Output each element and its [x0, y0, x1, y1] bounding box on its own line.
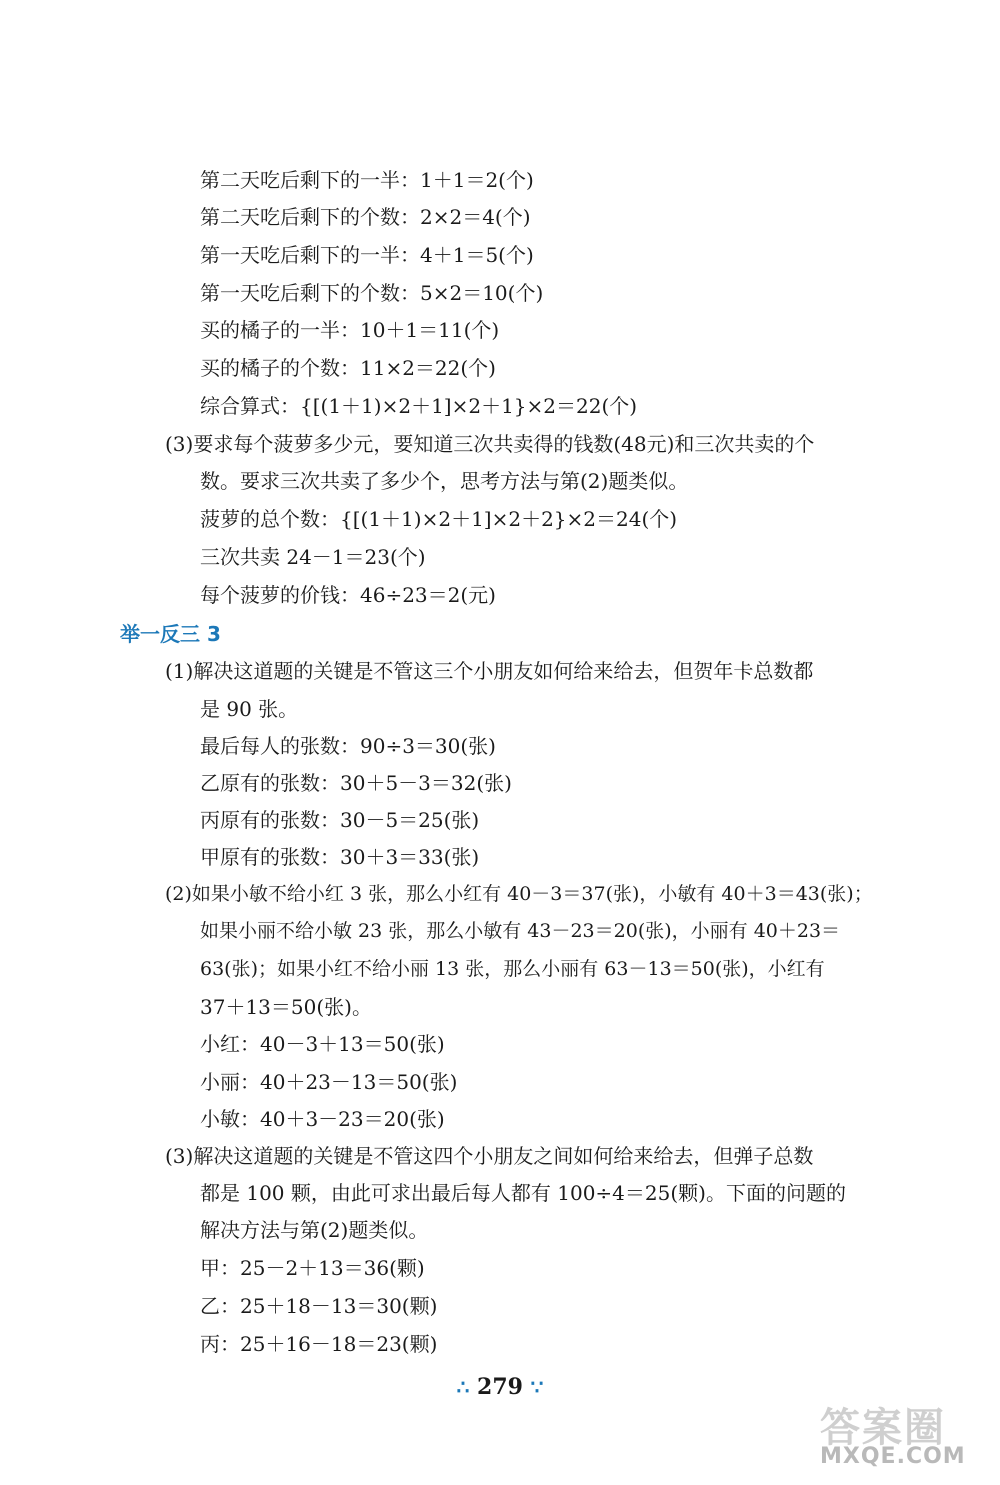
text-line: 小丽：40＋23－13＝50(张)	[200, 1070, 458, 1094]
text-line: 综合算式：{[(1＋1)×2＋1]×2＋1}×2＝22(个)	[200, 394, 638, 418]
text-line: 甲原有的张数：30＋3＝33(张)	[200, 845, 480, 869]
watermark-site: MXQE.COM	[820, 1444, 966, 1469]
text-line: 数。要求三次共卖了多少个，思考方法与第(2)题类似。	[200, 469, 689, 493]
text-line: (2)如果小敏不给小红 3 张，那么小红有 40－3＝37(张)，小敏有 40＋3＝43(张)；	[165, 883, 873, 905]
text-line: 买的橘子的一半：10＋1＝11(个)	[200, 318, 500, 342]
text-line: 37＋13＝50(张)。	[200, 995, 372, 1019]
text-line: 乙原有的张数：30＋5－3＝32(张)	[200, 771, 512, 795]
text-line: 第一天吃后剩下的个数：5×2＝10(个)	[200, 281, 544, 305]
text-line: 第二天吃后剩下的一半：1＋1＝2(个)	[200, 168, 534, 192]
text-line: 三次共卖 24－1＝23(个)	[200, 545, 426, 569]
text-line: 乙：25＋18－13＝30(颗)	[200, 1294, 438, 1318]
text-line: 丙：25＋16－18＝23(颗)	[200, 1332, 438, 1356]
text-line: 小敏：40＋3－23＝20(张)	[200, 1107, 445, 1131]
text-line: 丙原有的张数：30－5＝25(张)	[200, 808, 480, 832]
text-line: 63(张)；如果小红不给小丽 13 张，那么小丽有 63－13＝50(张)，小红有	[200, 958, 825, 980]
text-line: 第二天吃后剩下的个数：2×2＝4(个)	[200, 205, 531, 229]
page-number: 279	[477, 1374, 523, 1400]
text-line: (3)要求每个菠萝多少元，要知道三次共卖得的钱数(48元)和三次共卖的个	[165, 432, 815, 456]
page-footer	[450, 1374, 550, 1400]
text-line: 解决方法与第(2)题类似。	[200, 1218, 429, 1242]
dot-ornament-left: ∴	[456, 1375, 470, 1399]
text-line: 第一天吃后剩下的一半：4＋1＝5(个)	[200, 243, 534, 267]
text-line: (3)解决这道题的关键是不管这四个小朋友之间如何给来给去，但弹子总数	[165, 1144, 814, 1168]
text-line: 最后每人的张数：90÷3＝30(张)	[200, 734, 496, 758]
watermark-logo: 答案圈	[820, 1405, 946, 1451]
text-line: 甲：25－2＋13＝36(颗)	[200, 1256, 425, 1280]
text-line: (1)解决这道题的关键是不管这三个小朋友如何给来给去，但贺年卡总数都	[165, 659, 814, 683]
text-line: 菠萝的总个数：{[(1＋1)×2＋1]×2＋2}×2＝24(个)	[200, 507, 678, 531]
dot-ornament-right: ∵	[530, 1375, 544, 1399]
text-line: 是 90 张。	[200, 697, 299, 721]
text-line: 每个菠萝的价钱：46÷23＝2(元)	[200, 583, 496, 607]
text-line: 小红：40－3＋13＝50(张)	[200, 1032, 445, 1056]
section-heading: 举一反三 3	[120, 622, 221, 646]
text-line: 如果小丽不给小敏 23 张，那么小敏有 43－23＝20(张)，小丽有 40＋23＝	[200, 920, 841, 942]
text-line: 都是 100 颗，由此可求出最后每人都有 100÷4＝25(颗)。下面的问题的	[200, 1181, 846, 1205]
text-line: 买的橘子的个数：11×2＝22(个)	[200, 356, 496, 380]
